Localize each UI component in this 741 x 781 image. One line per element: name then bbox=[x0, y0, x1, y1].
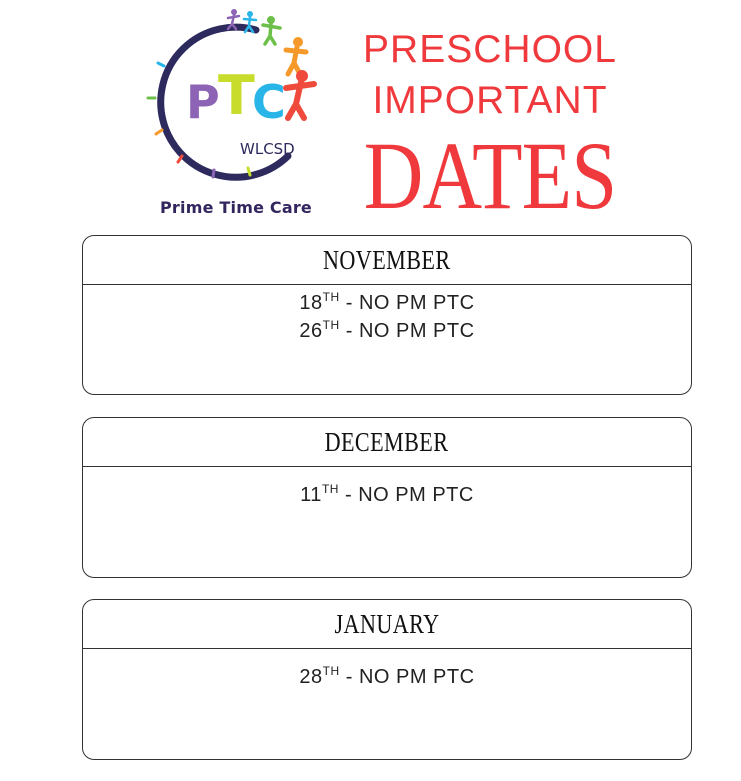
date-entry: 11TH - NO PM PTC bbox=[300, 482, 474, 506]
brand-name: Prime Time Care bbox=[160, 198, 312, 217]
month-dates bbox=[83, 649, 691, 691]
svg-text:WLCSD: WLCSD bbox=[240, 140, 295, 158]
title-important: IMPORTANT bbox=[372, 79, 608, 122]
month-header bbox=[83, 418, 691, 467]
svg-text:P: P bbox=[186, 75, 220, 129]
month-dates bbox=[83, 285, 691, 345]
month-name: NOVEMBER bbox=[323, 244, 451, 275]
month-name: JANUARY bbox=[334, 608, 440, 639]
month-header bbox=[83, 236, 691, 285]
title-dates: DATES bbox=[363, 122, 617, 229]
month-card-december bbox=[82, 417, 692, 578]
month-dates bbox=[83, 467, 691, 509]
date-entry: 26TH - NO PM PTC bbox=[299, 318, 475, 342]
svg-text:C: C bbox=[252, 75, 286, 129]
title-preschool: PRESCHOOL bbox=[363, 28, 617, 71]
month-header bbox=[83, 600, 691, 649]
month-name: DECEMBER bbox=[325, 426, 449, 457]
ptc-logo bbox=[138, 6, 328, 186]
month-card-january bbox=[82, 599, 692, 760]
date-entry: 28TH - NO PM PTC bbox=[299, 664, 475, 688]
date-entry: 18TH - NO PM PTC bbox=[299, 290, 475, 314]
month-card-november bbox=[82, 235, 692, 395]
svg-text:T: T bbox=[218, 64, 255, 127]
